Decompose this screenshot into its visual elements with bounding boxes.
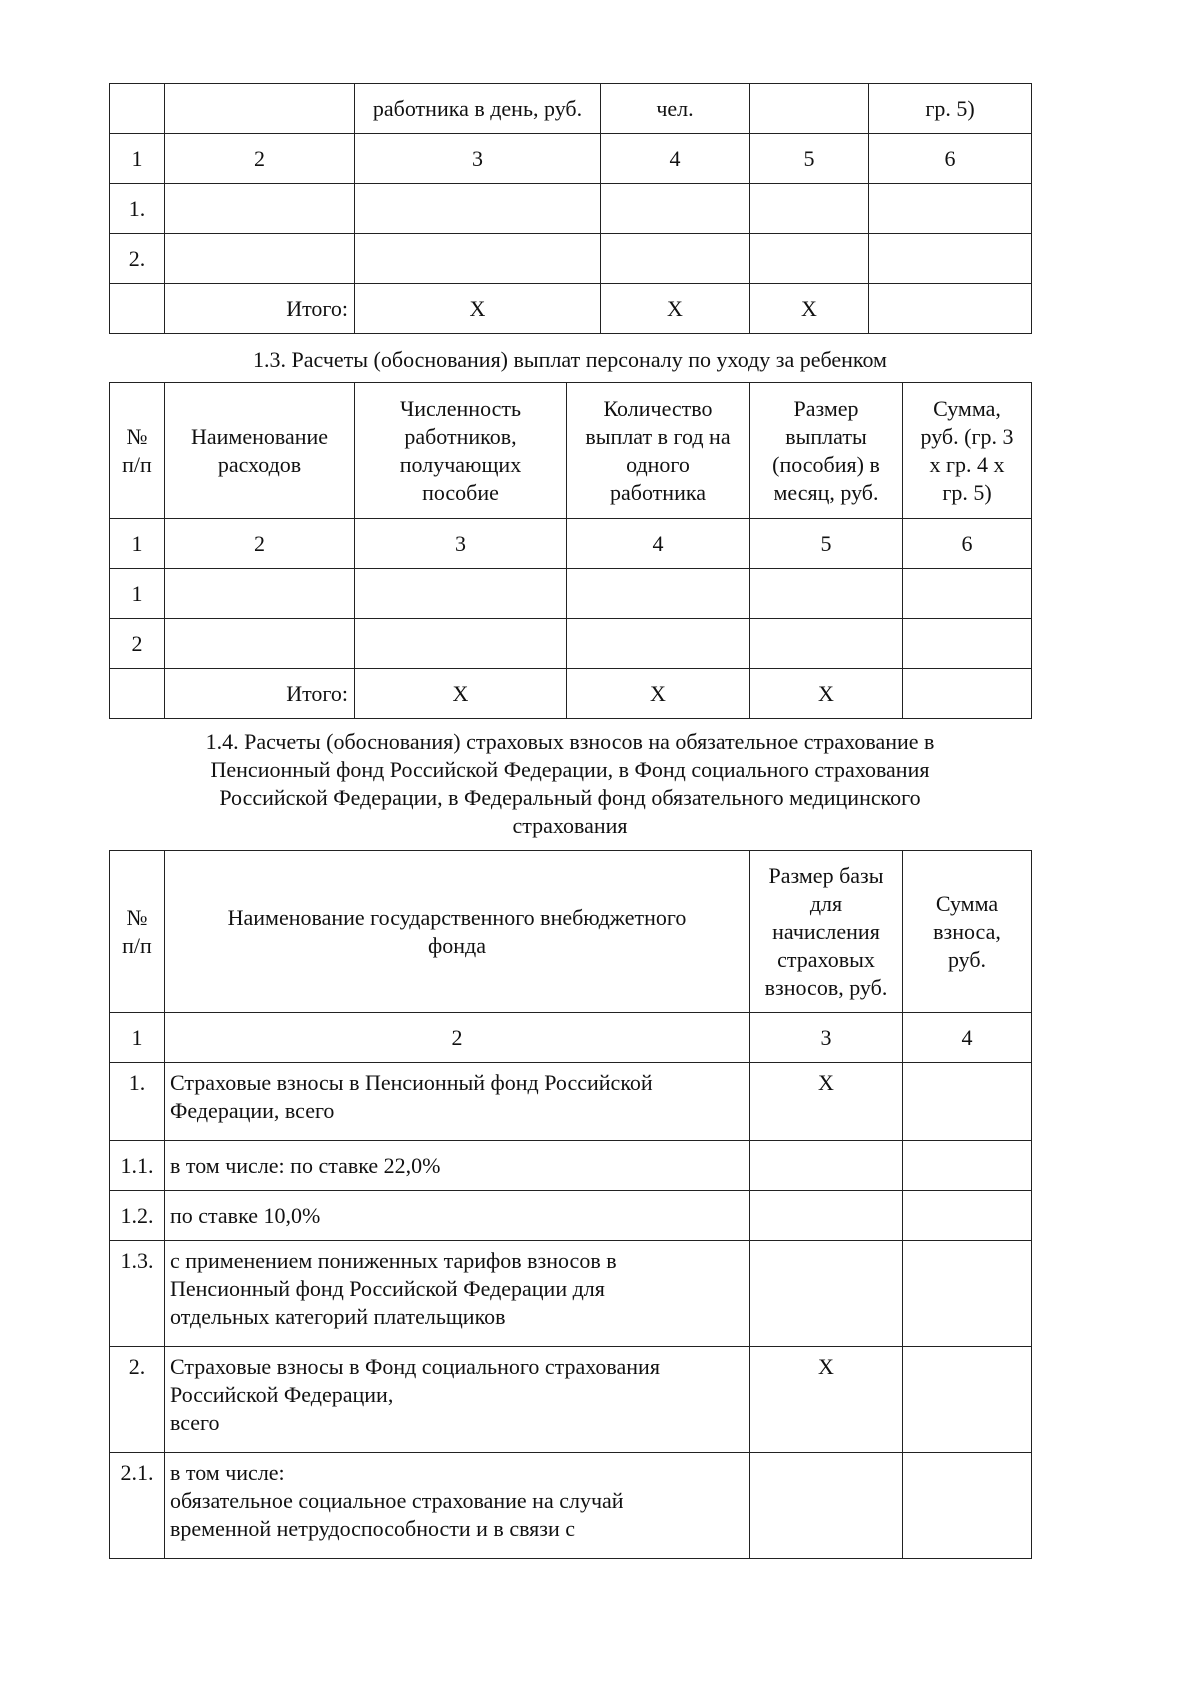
base-amount: X xyxy=(750,1063,903,1141)
table-cell xyxy=(869,184,1032,234)
column-number: 5 xyxy=(750,519,903,569)
table-cell xyxy=(165,84,355,134)
table-row xyxy=(110,1141,1032,1191)
base-amount xyxy=(750,1453,903,1559)
column-number: 6 xyxy=(869,134,1032,184)
table-cell xyxy=(601,234,750,284)
row-number: 2 xyxy=(110,619,165,669)
header-cell: Размер выплаты (пособия) в месяц, руб. xyxy=(750,383,903,519)
row-number: 2. xyxy=(110,234,165,284)
table-cell xyxy=(567,619,750,669)
table-cell xyxy=(903,619,1032,669)
column-number: 2 xyxy=(165,134,355,184)
column-number: 4 xyxy=(601,134,750,184)
row-number: 1. xyxy=(110,1063,165,1141)
header-cell: Сумма, руб. (гр. 3 х гр. 4 х гр. 5) xyxy=(903,383,1032,519)
table-cell xyxy=(750,569,903,619)
table-cell: X xyxy=(750,669,903,719)
table-cell xyxy=(750,184,869,234)
table-row xyxy=(110,134,1032,184)
table-row xyxy=(110,619,1032,669)
table-cell xyxy=(165,234,355,284)
table-cell xyxy=(355,184,601,234)
contribution-sum xyxy=(903,1347,1032,1453)
column-number: 1 xyxy=(110,134,165,184)
row-number: 1. xyxy=(110,184,165,234)
table-cell xyxy=(869,284,1032,334)
header-cell: Сумма взноса, руб. xyxy=(903,851,1032,1013)
table-cell: X xyxy=(750,284,869,334)
table-cell: X xyxy=(355,669,567,719)
table-cell xyxy=(903,569,1032,619)
fund-name: в том числе: по ставке 22,0% xyxy=(165,1141,750,1191)
column-number: 1 xyxy=(110,1013,165,1063)
column-number: 5 xyxy=(750,134,869,184)
table-row xyxy=(110,1453,1032,1559)
total-row xyxy=(110,669,1032,719)
header-cell: Наименование расходов xyxy=(165,383,355,519)
contribution-sum xyxy=(903,1241,1032,1347)
table-row xyxy=(110,519,1032,569)
row-number: 2. xyxy=(110,1347,165,1453)
table-cell xyxy=(355,234,601,284)
table-row xyxy=(110,569,1032,619)
column-number: 3 xyxy=(355,134,601,184)
section-1-3-title: 1.3. Расчеты (обоснования) выплат персоналу по уходу за ребенком xyxy=(253,347,887,372)
header-cell: Численность работников, получающих пособие xyxy=(355,383,567,519)
fund-name: Страховые взносы в Фонд социального страхования Российской Федерации, всего xyxy=(165,1347,750,1453)
row-number: 1.1. xyxy=(110,1141,165,1191)
table-1-3-continued xyxy=(109,83,1032,334)
contribution-sum xyxy=(903,1141,1032,1191)
table-row xyxy=(110,1191,1032,1241)
table-cell: X xyxy=(601,284,750,334)
table-cell xyxy=(355,619,567,669)
base-amount xyxy=(750,1141,903,1191)
fund-name: в том числе: обязательное социальное страхование на случай временной нетрудоспособности и в связи с xyxy=(165,1453,750,1559)
table-cell: X xyxy=(355,284,601,334)
column-number: 3 xyxy=(750,1013,903,1063)
column-number: 2 xyxy=(165,519,355,569)
section-1-4-title: 1.4. Расчеты (обоснования) страховых взносов на обязательное страхование в Пенсионный фонд Российской Федерации, в Фонд социального страхования Российской Федерации, в Федеральный фонд обязательного медицинского страхования xyxy=(205,729,935,838)
header-cell: Наименование государственного внебюджетного фонда xyxy=(165,851,750,1013)
total-label: Итого: xyxy=(165,284,355,334)
table-row xyxy=(110,184,1032,234)
column-number: 4 xyxy=(903,1013,1032,1063)
table-cell: чел. xyxy=(601,84,750,134)
contribution-sum xyxy=(903,1191,1032,1241)
table-row xyxy=(110,84,1032,134)
table-cell: гр. 5) xyxy=(869,84,1032,134)
column-number: 6 xyxy=(903,519,1032,569)
table-cell xyxy=(750,234,869,284)
table-cell: X xyxy=(567,669,750,719)
table-cell xyxy=(165,619,355,669)
fund-name: по ставке 10,0% xyxy=(165,1191,750,1241)
row-number: 1 xyxy=(110,569,165,619)
table-cell xyxy=(110,669,165,719)
table-cell xyxy=(567,569,750,619)
table-cell xyxy=(601,184,750,234)
contribution-sum xyxy=(903,1453,1032,1559)
table-cell xyxy=(750,619,903,669)
base-amount: X xyxy=(750,1347,903,1453)
table-cell: работника в день, руб. xyxy=(355,84,601,134)
table-cell xyxy=(869,234,1032,284)
table-header-row xyxy=(110,851,1032,1013)
header-cell: Размер базы для начисления страховых взносов, руб. xyxy=(750,851,903,1013)
table-header-row xyxy=(110,383,1032,519)
column-number: 2 xyxy=(165,1013,750,1063)
fund-name: с применением пониженных тарифов взносов в Пенсионный фонд Российской Федерации для отдельных категорий плательщиков xyxy=(165,1241,750,1347)
table-1-4 xyxy=(109,850,1032,1559)
contribution-sum xyxy=(903,1063,1032,1141)
table-cell xyxy=(903,669,1032,719)
column-number: 4 xyxy=(567,519,750,569)
table-row xyxy=(110,1013,1032,1063)
table-cell xyxy=(165,569,355,619)
base-amount xyxy=(750,1191,903,1241)
table-row xyxy=(110,234,1032,284)
base-amount xyxy=(750,1241,903,1347)
table-row xyxy=(110,1063,1032,1141)
table-cell xyxy=(750,84,869,134)
header-cell: Количество выплат в год на одного работника xyxy=(567,383,750,519)
table-cell xyxy=(355,569,567,619)
total-row xyxy=(110,284,1032,334)
row-number: 2.1. xyxy=(110,1453,165,1559)
table-row xyxy=(110,1347,1032,1453)
total-label: Итого: xyxy=(165,669,355,719)
column-number: 1 xyxy=(110,519,165,569)
row-number: 1.3. xyxy=(110,1241,165,1347)
table-row xyxy=(110,1241,1032,1347)
table-cell xyxy=(165,184,355,234)
column-number: 3 xyxy=(355,519,567,569)
table-cell xyxy=(110,284,165,334)
row-number: 1.2. xyxy=(110,1191,165,1241)
header-cell: № п/п xyxy=(110,851,165,1013)
table-cell xyxy=(110,84,165,134)
table-1-3 xyxy=(109,382,1032,719)
fund-name: Страховые взносы в Пенсионный фонд Российской Федерации, всего xyxy=(165,1063,750,1141)
header-cell: № п/п xyxy=(110,383,165,519)
